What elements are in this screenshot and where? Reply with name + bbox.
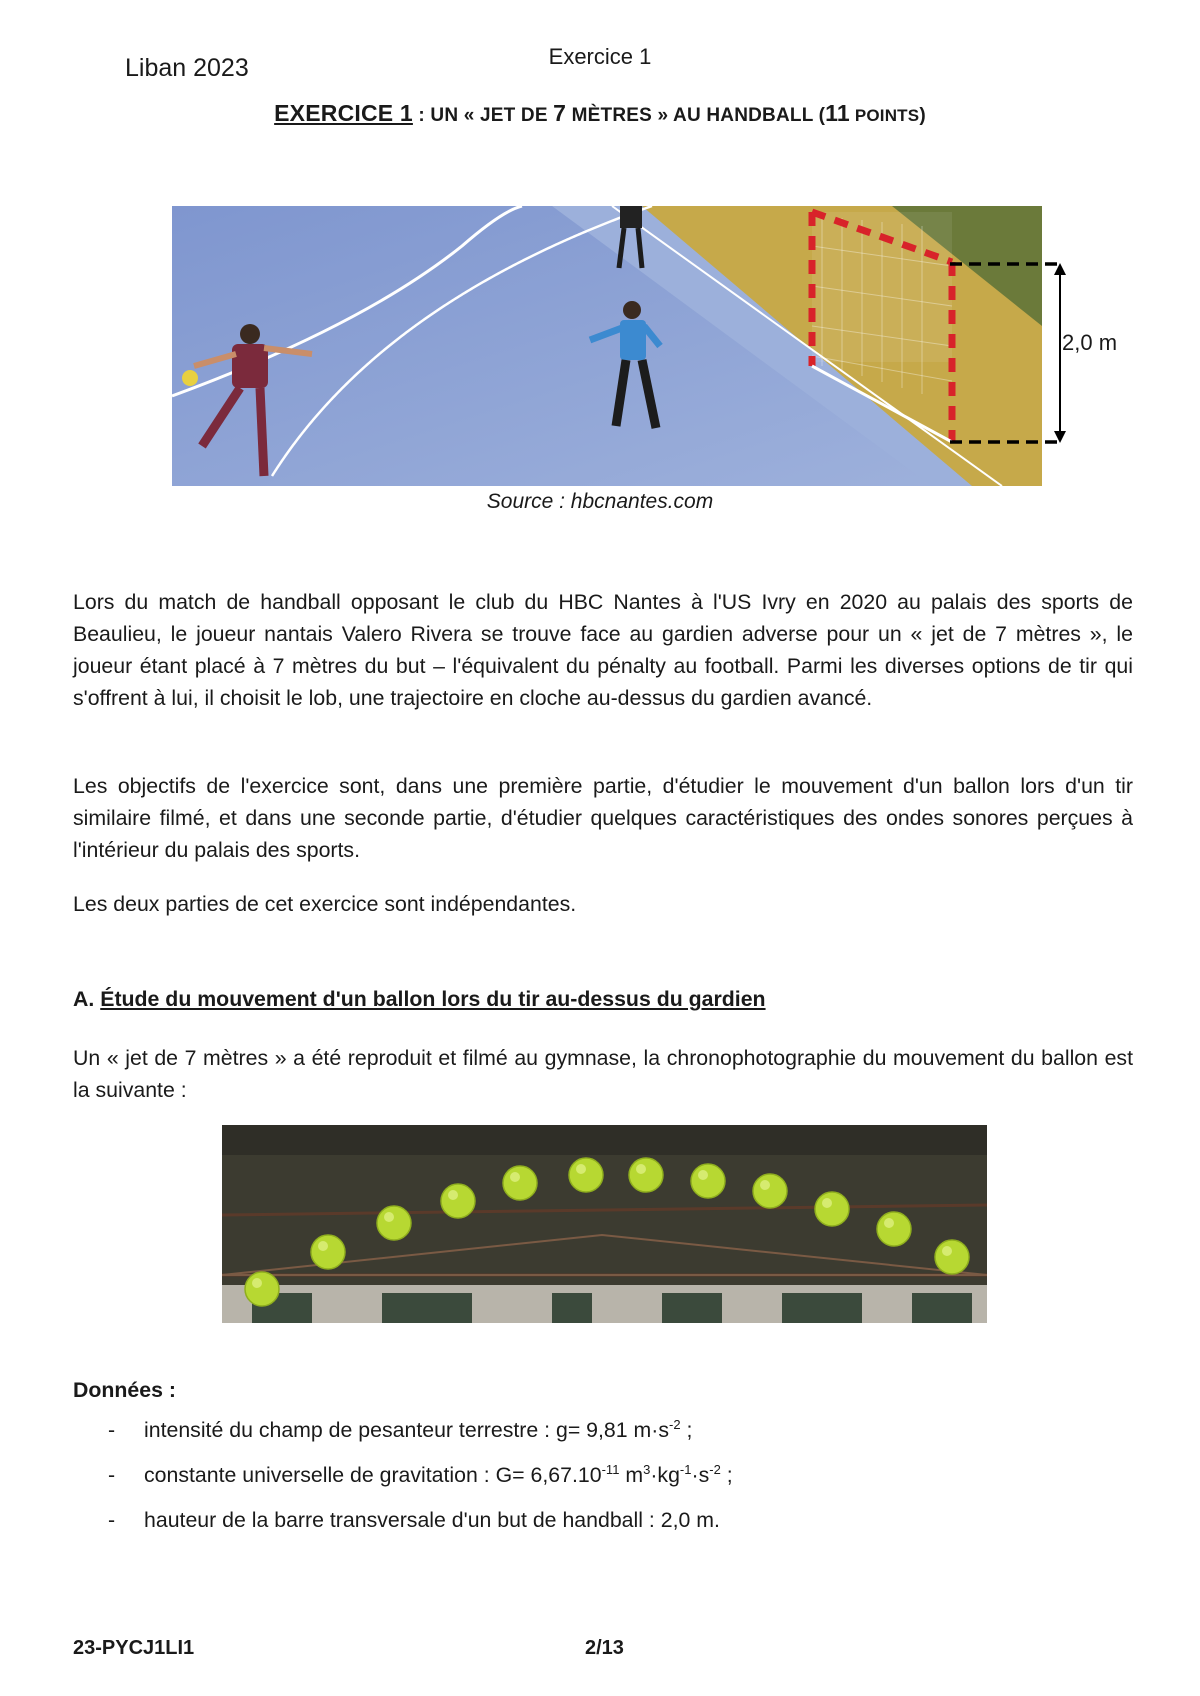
list-item [108, 1508, 733, 1553]
ball-position [311, 1235, 345, 1269]
handball-photo [172, 206, 1042, 486]
lower-wall [222, 1285, 987, 1323]
ball-position [753, 1174, 787, 1208]
header-center: Exercice 1 [548, 44, 652, 69]
item-sup-d: -2 [709, 1462, 721, 1477]
ball-highlight [448, 1190, 458, 1200]
item-text-b: m [619, 1463, 644, 1487]
item-text-a: constante universelle de gravitation : G= 6,67.10 [144, 1463, 602, 1487]
list-item [108, 1463, 733, 1508]
ball-position [877, 1212, 911, 1246]
item-sup-a: -11 [601, 1462, 620, 1477]
ball-highlight [760, 1180, 770, 1190]
ball-highlight [510, 1172, 520, 1182]
item-text [144, 1418, 692, 1463]
item-text-c: ·kg [650, 1463, 680, 1487]
ball-highlight [384, 1212, 394, 1222]
ball-highlight [576, 1164, 586, 1174]
ball-position [935, 1240, 969, 1274]
height-dimension [950, 255, 1070, 450]
intro-paragraph-3: Les deux parties de cet exercice sont indépendantes. [73, 892, 577, 916]
title-close: ) [919, 105, 926, 126]
exercise-title [0, 100, 1200, 127]
ball-highlight [636, 1164, 646, 1174]
donnees-list [108, 1418, 733, 1553]
ball-position [629, 1158, 663, 1192]
item-text-main: intensité du champ de pesanteur terrestre : g= 9,81 m·s [144, 1418, 670, 1442]
section-a-label: A. [73, 987, 95, 1011]
item-after: ; [680, 1418, 693, 1442]
chronophotography [222, 1125, 987, 1323]
footer-code: 23-PYCJ1LI1 [73, 1637, 195, 1659]
ball-position [441, 1184, 475, 1218]
title-part2: MÈTRES » AU HANDBALL ( [566, 105, 826, 126]
list-dash: - [108, 1463, 116, 1487]
section-a-title [73, 987, 766, 1012]
item-text: hauteur de la barre transversale d'un but de handball : 2,0 m. [144, 1508, 720, 1532]
title-points-num: 11 [825, 100, 850, 126]
intro-paragraph-2: Les objectifs de l'exercice sont, dans une première partie, d'étudier le mouvement d'un ballon lors d'un tir similaire filmé, et dans une seconde partie, d'étudier quelques caractéristiques des ondes sonores perçues à l'intérieur du palais des sports. [73, 774, 1133, 862]
item-text [144, 1463, 733, 1508]
item-text-d: ·s [691, 1463, 710, 1487]
ball-highlight [252, 1278, 262, 1288]
item-sup-c: -1 [679, 1462, 692, 1477]
footer-page-number: 2/13 [585, 1637, 624, 1659]
title-part1: UN « JET DE [430, 105, 554, 126]
ball-highlight [698, 1170, 708, 1180]
ball-highlight [822, 1198, 832, 1208]
item-sup: -2 [669, 1417, 681, 1432]
photo-caption: Source : hbcnantes.com [486, 490, 714, 513]
intro-paragraph-1: Lors du match de handball opposant le club du HBC Nantes à l'US Ivry en 2020 au palais des sports de Beaulieu, le joueur nantais Valero Rivera se trouve face au gardien adverse pour un « jet de 7 mètres », le joueur étant placé à 7 mètres du but – l'équivalent du pénalty au football. Parmi les diverses options de tir qui s'offrent à lui, il choisit le lob, une trajectoire en cloche au-dessus du gardien avancé. [73, 590, 1133, 710]
ball-position [245, 1272, 279, 1306]
ball-position [377, 1206, 411, 1240]
item-sup-b: 3 [643, 1462, 651, 1477]
title-number: 7 [553, 100, 567, 126]
header-left: Liban 2023 [125, 54, 249, 82]
ball-position [815, 1192, 849, 1226]
list-item [108, 1418, 733, 1463]
title-points-word: POINTS [849, 106, 920, 125]
dimension-label: 2,0 m [1062, 330, 1118, 355]
section-a-paragraph: Un « jet de 7 mètres » a été reproduit et filmé au gymnase, la chronophotographie du mouvement du ballon est la suivante : [73, 1046, 1133, 1102]
section-a-heading: Étude du mouvement d'un ballon lors du tir au-dessus du gardien [100, 987, 766, 1011]
ball-highlight [942, 1246, 952, 1256]
donnees-heading: Données : [73, 1378, 176, 1402]
ball-position [503, 1166, 537, 1200]
title-colon: : [412, 105, 431, 126]
ball-position [569, 1158, 603, 1192]
ball-highlight [318, 1241, 328, 1251]
list-dash: - [108, 1418, 116, 1442]
item-after: ; [720, 1463, 733, 1487]
list-dash: - [108, 1508, 116, 1532]
ball-highlight [884, 1218, 894, 1228]
gym-ceiling [222, 1125, 987, 1155]
exercise-number: EXERCICE 1 [274, 100, 413, 126]
ball-position [691, 1164, 725, 1198]
